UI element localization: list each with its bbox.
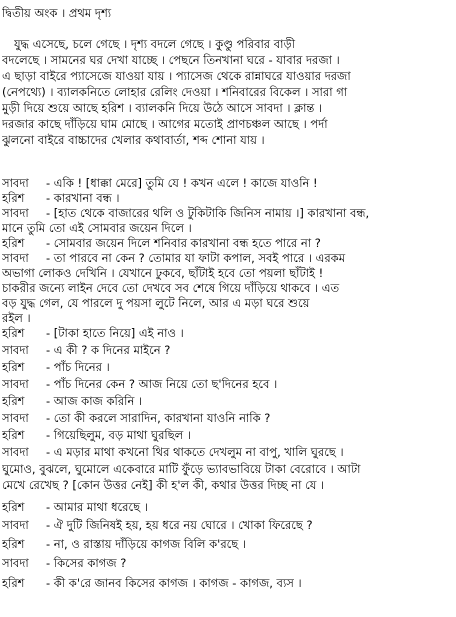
speech-text: - সোমবার জয়েন দিলে শনিবার কারখানা বন্ধ হতে পারে না ? [46, 236, 321, 250]
direction-line: এ ছাড়া বাইরে প্যাসেজে যাওয়া যায় । প্যাসেজ থেকে রান্নাঘরে যাওয়ার দরজা [2, 69, 351, 83]
speaker-name: সাবদা [2, 377, 29, 391]
speech-continuation: চাকরীর জন্যে লাইন দেবে তো দেখবে সব শেষে গিয়ে দাঁড়িয়ে থাকবে । এত [2, 281, 340, 295]
speech-continuation: মেখে রেখেছ ? [কোন উত্তর নেই] কী হ'ল কী, কথার উত্তর দিচ্ছ না যে । [2, 478, 325, 492]
dialogue-line [2, 445, 456, 460]
speech-text: - পাঁচ দিনের কেন ? আজ নিয়ে তো ছ'দিনের হবে । [46, 377, 278, 391]
speech-text: - কিসের কাগজ ? [46, 556, 127, 570]
dialogue-line [2, 326, 456, 341]
dialogue-line [2, 500, 456, 515]
speech-text: - এ মড়ার মাথা কখনো থির থাকতে দেখলুম না বাপু, খালি ঘুরছে । [46, 445, 344, 459]
dialogue-line [2, 236, 456, 251]
direction-line: বদলেছে । সামনের ঘর দেখা যাচ্ছে । পেছনে তিনখানা ঘরে - যাবার দরজা । [2, 53, 340, 67]
speech-text: - কারখানা বন্ধ । [46, 191, 120, 205]
speech-text: - কী ক'রে জানব কিসের কাগজ । কাগজ - কাগজ, ব্যস । [46, 576, 302, 590]
speech-text: - এ কী ? ক দিনের মাইনে ? [46, 343, 171, 357]
speech-text: - ঐ দুটি জিনিষই হয়, হয় ধরে নয় ঘোরে । খোকা ফিরেছে ? [46, 518, 313, 532]
speech-text: - একি ! [ধাক্কা মেরে] তুমি যে ! কখন এলে ! কাজে যাওনি ! [46, 176, 318, 190]
speech-text: - পাঁচ দিনের । [46, 360, 110, 374]
speech-continuation: অভাগা লোকও দেখিনি । যেখানে ঢুকবে, ছাঁটাই হবে তো পয়লা ছাঁটাই ! [2, 266, 324, 280]
dialogue-line [2, 537, 456, 552]
speaker-name: সাবদা [2, 556, 29, 570]
speech-text: - গিয়েছিলুম, বড় মাথা ঘুরছিল । [46, 428, 192, 442]
dialogue-line [2, 394, 456, 409]
speaker-name: সাবদা [2, 411, 29, 425]
dialogue-line [2, 377, 456, 392]
speech-text: - আজ কাজ করিনি । [46, 394, 143, 408]
speech-text: - [হাত থেকে বাজারের থলি ও টুকিটাকি জিনিস নামায় ।] কারখানা বন্ধ, [46, 206, 370, 220]
dialogue-line [2, 191, 456, 206]
speech-text: - না, ও রাস্তায় দাঁড়িয়ে কাগজ বিলি ক'রছে । [46, 537, 247, 551]
dialogue-line [2, 343, 456, 358]
dialogue-line [2, 360, 456, 375]
speech-continuation: বড় যুদ্ধ গেল, যে পারলে দু পয়সা লুটে নিলে, আর এ মড়া ঘরে শুয়ে [2, 296, 310, 310]
direction-line: যুদ্ধ এসেছে, চলে গেছে । দৃশ্য বদলে গেছে । কুণ্ডু পরিবার বাড়ী [14, 37, 296, 51]
dialogue-line [2, 576, 456, 591]
speaker-name: হরিশ [2, 360, 25, 374]
speaker-name: সাবদা [2, 343, 29, 357]
speaker-name: সাবদা [2, 445, 29, 459]
dialogue-line [2, 411, 456, 426]
dialogue-line [2, 556, 456, 571]
speech-text: - আমার মাথা ধরেছে । [46, 500, 148, 514]
speech-text: - [টাকা হাতে নিয়ে] এই নাও । [46, 326, 184, 340]
dialogue-line [2, 251, 456, 266]
scene-heading: দ্বিতীয় অংক । প্রথম দৃশ্য [2, 6, 112, 20]
speaker-name: হরিশ [2, 428, 25, 442]
dialogue-line [2, 176, 456, 191]
speaker-name: হরিশ [2, 236, 25, 250]
speaker-name: সাবদা [2, 251, 29, 265]
speech-continuation: ঘুমোও, বুঝলে, ঘুমোলে একেবারে মাটি ফুঁড়ে ভ্যাবভাবিয়ে টাকা বেরোবে । আটা [2, 462, 361, 476]
dialogue-line [2, 206, 456, 221]
direction-line: ঝুলনো বাইরে বাচ্চাদের খেলার কথাবার্তা, শব্দ শোনা যায় । [2, 133, 265, 147]
direction-line: মুড়ী দিয়ে শুয়ে আছে হরিশ । ব্যালকনি দিয়ে উঠে আসে সাবদা । ক্লান্ত । [2, 101, 323, 115]
speaker-name: সাবদা [2, 206, 29, 220]
speaker-name: হরিশ [2, 537, 25, 551]
speech-continuation: রইল । [2, 311, 31, 325]
speech-text: - তো কী করলে সারাদিন, কারখানা যাওনি নাকি ? [46, 411, 271, 425]
speaker-name: হরিশ [2, 394, 25, 408]
speaker-name: সাবদা [2, 176, 29, 190]
speaker-name: হরিশ [2, 326, 25, 340]
speaker-name: সাবদা [2, 518, 29, 532]
direction-line: (নেপথ্যে) । ব্যালকনিতে লোহার রেলিং দেওয়া । শনিবারের বিকেল । সারা গা [2, 85, 348, 99]
speaker-name: হরিশ [2, 191, 25, 205]
speaker-name: হরিশ [2, 500, 25, 514]
speaker-name: হরিশ [2, 576, 25, 590]
dialogue-line [2, 428, 456, 443]
dialogue-line [2, 518, 456, 533]
speech-continuation: মানে তুমি তো এই সোমবার জয়েন দিলে । [2, 221, 192, 235]
speech-text: - তা পারবে না কেন ? তোমার যা ফাটা কপাল, সবই পারে । এরকম [46, 251, 346, 265]
direction-line: দরজার কাছে দাঁড়িয়ে ঘাম মোছে । আগের মতোই প্রাণচঞ্চল আছে । পর্দা [2, 117, 328, 131]
